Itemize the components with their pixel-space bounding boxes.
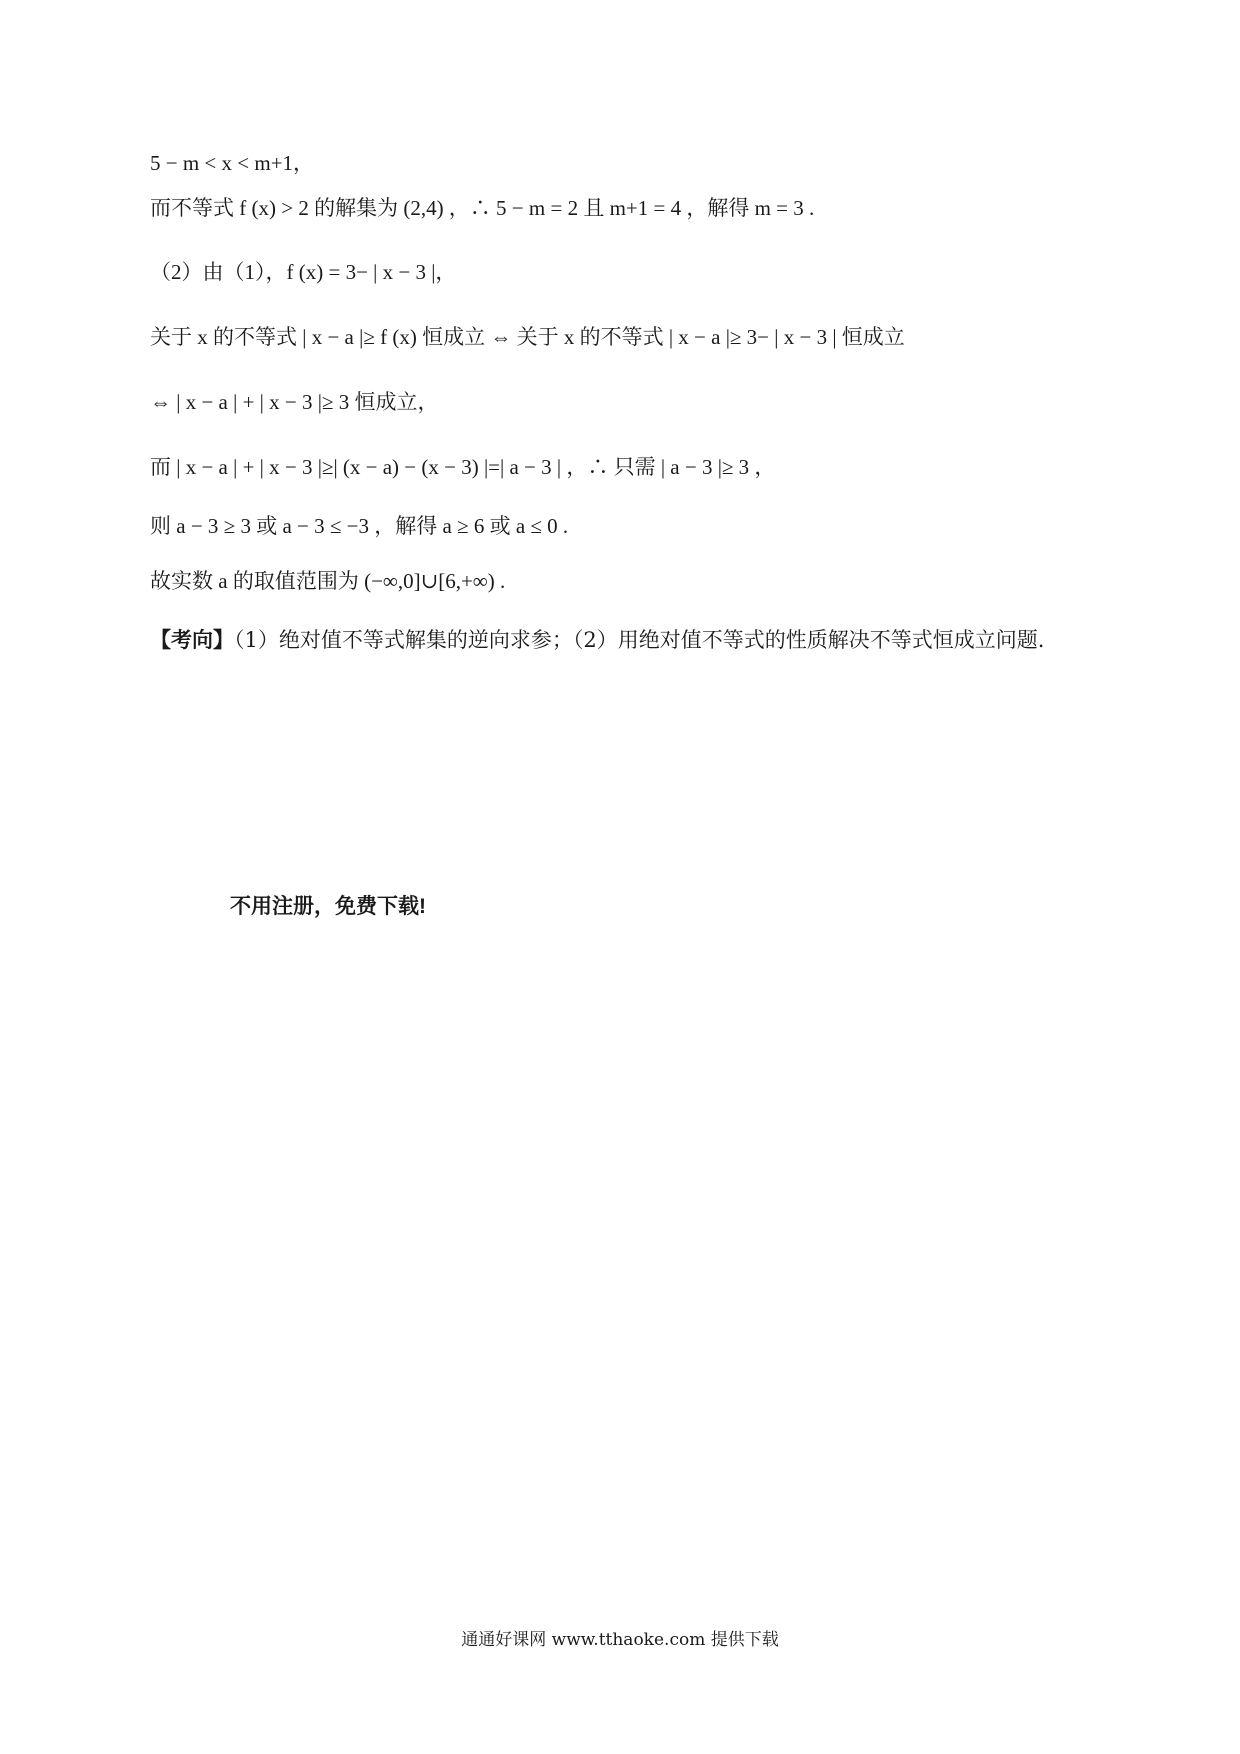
solution-line-6: 而 | x − a | + | x − 3 |≥| (x − a) − (x − 3) |=| a − 3 | ，∴ 只需 | a − 3 |≥ 3 ， — [150, 455, 776, 479]
page-footer: 通通好课网 www.tthaoke.com 提供下载 — [461, 1630, 779, 1650]
solution-line-1: 5 − m < x < m+1， — [150, 151, 315, 175]
solution-line-7: 则 a − 3 ≥ 3 或 a − 3 ≤ −3 ，解得 a ≥ 6 或 a ≤ 0 . — [150, 514, 569, 538]
analysis-tag: 【考向】 — [150, 627, 234, 652]
promo-text: 不用注册，免费下载! — [230, 895, 426, 918]
solution-line-5: ⇔ | x − a | + | x − 3 |≥ 3 恒成立， — [150, 390, 439, 414]
solution-line-3: （2）由（1），f (x) = 3− | x − 3 |， — [150, 260, 457, 284]
solution-line-2: 而不等式 f (x) > 2 的解集为 (2,4) ，∴ 5 − m = 2 且 m+1 = 4 ，解得 m = 3 . — [150, 196, 815, 220]
analysis-line — [150, 625, 1044, 655]
analysis-text: （1）绝对值不等式解集的逆向求参；（2）用绝对值不等式的性质解决不等式恒成立问题. — [234, 628, 1045, 652]
solution-line-4: 关于 x 的不等式 | x − a |≥ f (x) 恒成立 ⇔ 关于 x 的不等式 | x − a |≥ 3− | x − 3 | 恒成立 — [150, 325, 905, 349]
solution-line-8: 故实数 a 的取值范围为 (−∞,0]∪[6,+∞) . — [150, 569, 506, 593]
